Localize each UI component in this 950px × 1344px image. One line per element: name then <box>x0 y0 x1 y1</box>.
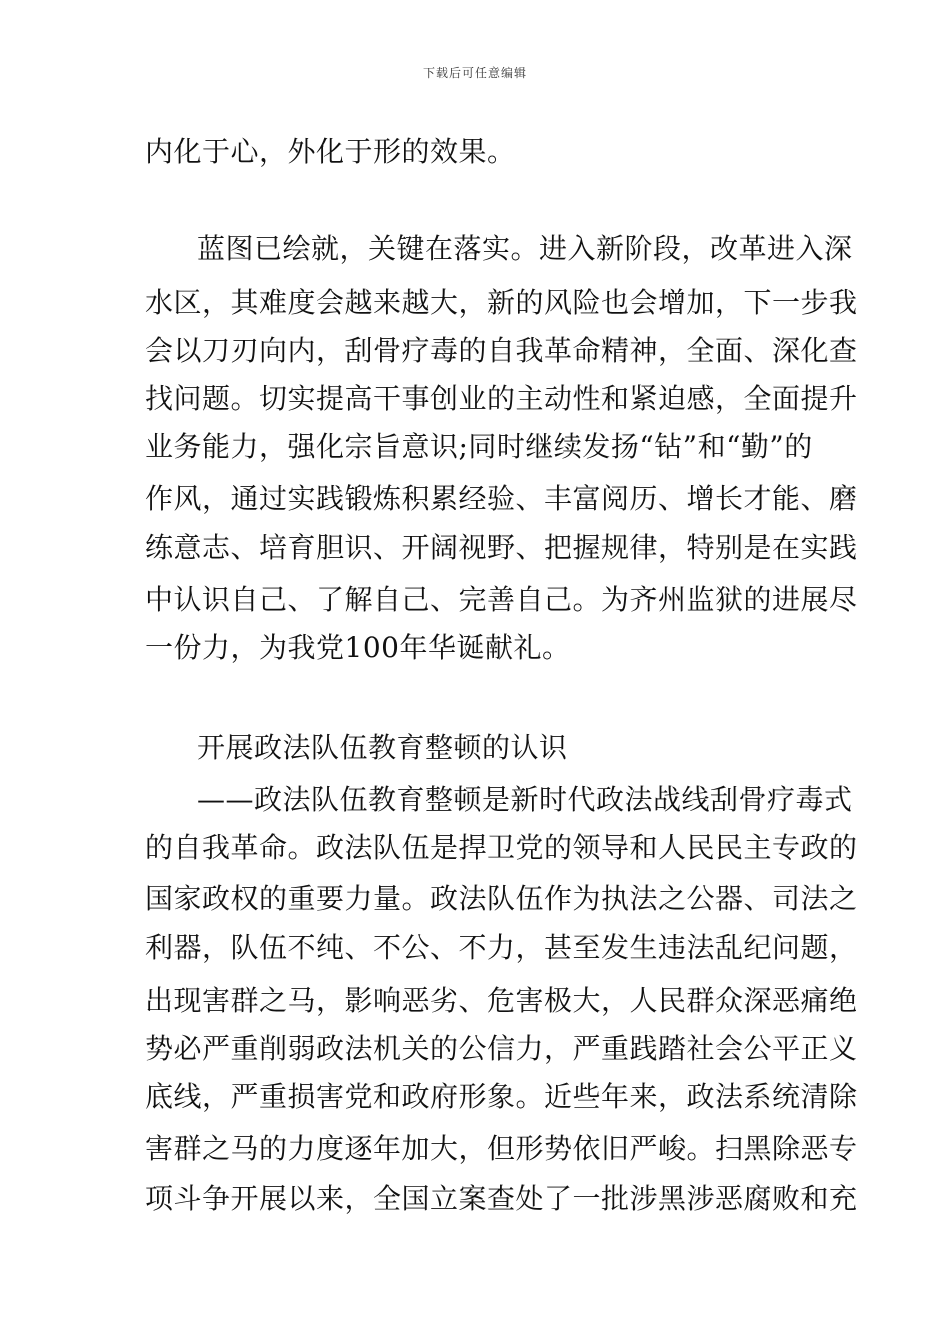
paragraph-line: 练意志、培育胆识、开阔视野、把握规律，特别是在实践 <box>145 531 858 564</box>
paragraph-line: 业务能力，强化宗旨意识;同时继续发扬“钻”和“勤”的 <box>145 430 813 463</box>
paragraph-line: 的自我革命。政法队伍是捍卫党的领导和人民民主专政的 <box>145 831 858 864</box>
paragraph-line: 内化于心，外化于形的效果。 <box>145 135 516 168</box>
paragraph-line: 水区，其难度会越来越大，新的风险也会增加，下一步我 <box>145 286 858 319</box>
page-header: 下载后可任意编辑 <box>422 66 527 80</box>
paragraph-line: 底线，严重损害党和政府形象。近些年来，政法系统清除 <box>145 1080 858 1113</box>
paragraph-line: 作风，通过实践锻炼积累经验、丰富阅历、增长才能、磨 <box>145 482 858 515</box>
paragraph-line: 国家政权的重要力量。政法队伍作为执法之公器、司法之 <box>145 882 858 915</box>
paragraph-line: 会以刀刃向内，刮骨疗毒的自我革命精神，全面、深化查 <box>145 334 858 367</box>
paragraph-line: 害群之马的力度逐年加大，但形势依旧严峻。扫黑除恶专 <box>145 1132 858 1165</box>
section-title: 开展政法队伍教育整顿的认识 <box>197 731 568 764</box>
paragraph-line: 中认识自己、了解自己、完善自己。为齐州监狱的进展尽 <box>145 583 858 616</box>
paragraph-line: ——政法队伍教育整顿是新时代政法战线刮骨疗毒式 <box>197 783 853 816</box>
paragraph-line: 势必严重削弱政法机关的公信力，严重践踏社会公平正义 <box>145 1032 858 1065</box>
paragraph-line: 找问题。切实提高干事创业的主动性和紧迫感，全面提升 <box>145 382 858 415</box>
paragraph-line: 利器，队伍不纯、不公、不力，甚至发生违法乱纪问题， <box>145 931 858 964</box>
paragraph-line: 出现害群之马，影响恶劣、危害极大，人民群众深恶痛绝 <box>145 984 858 1017</box>
paragraph-line: 一份力，为我党100年华诞献礼。 <box>145 631 571 664</box>
paragraph-line: 蓝图已绘就，关键在落实。进入新阶段，改革进入深 <box>197 232 853 265</box>
paragraph-line: 项斗争开展以来，全国立案查处了一批涉黑涉恶腐败和充 <box>145 1182 858 1215</box>
